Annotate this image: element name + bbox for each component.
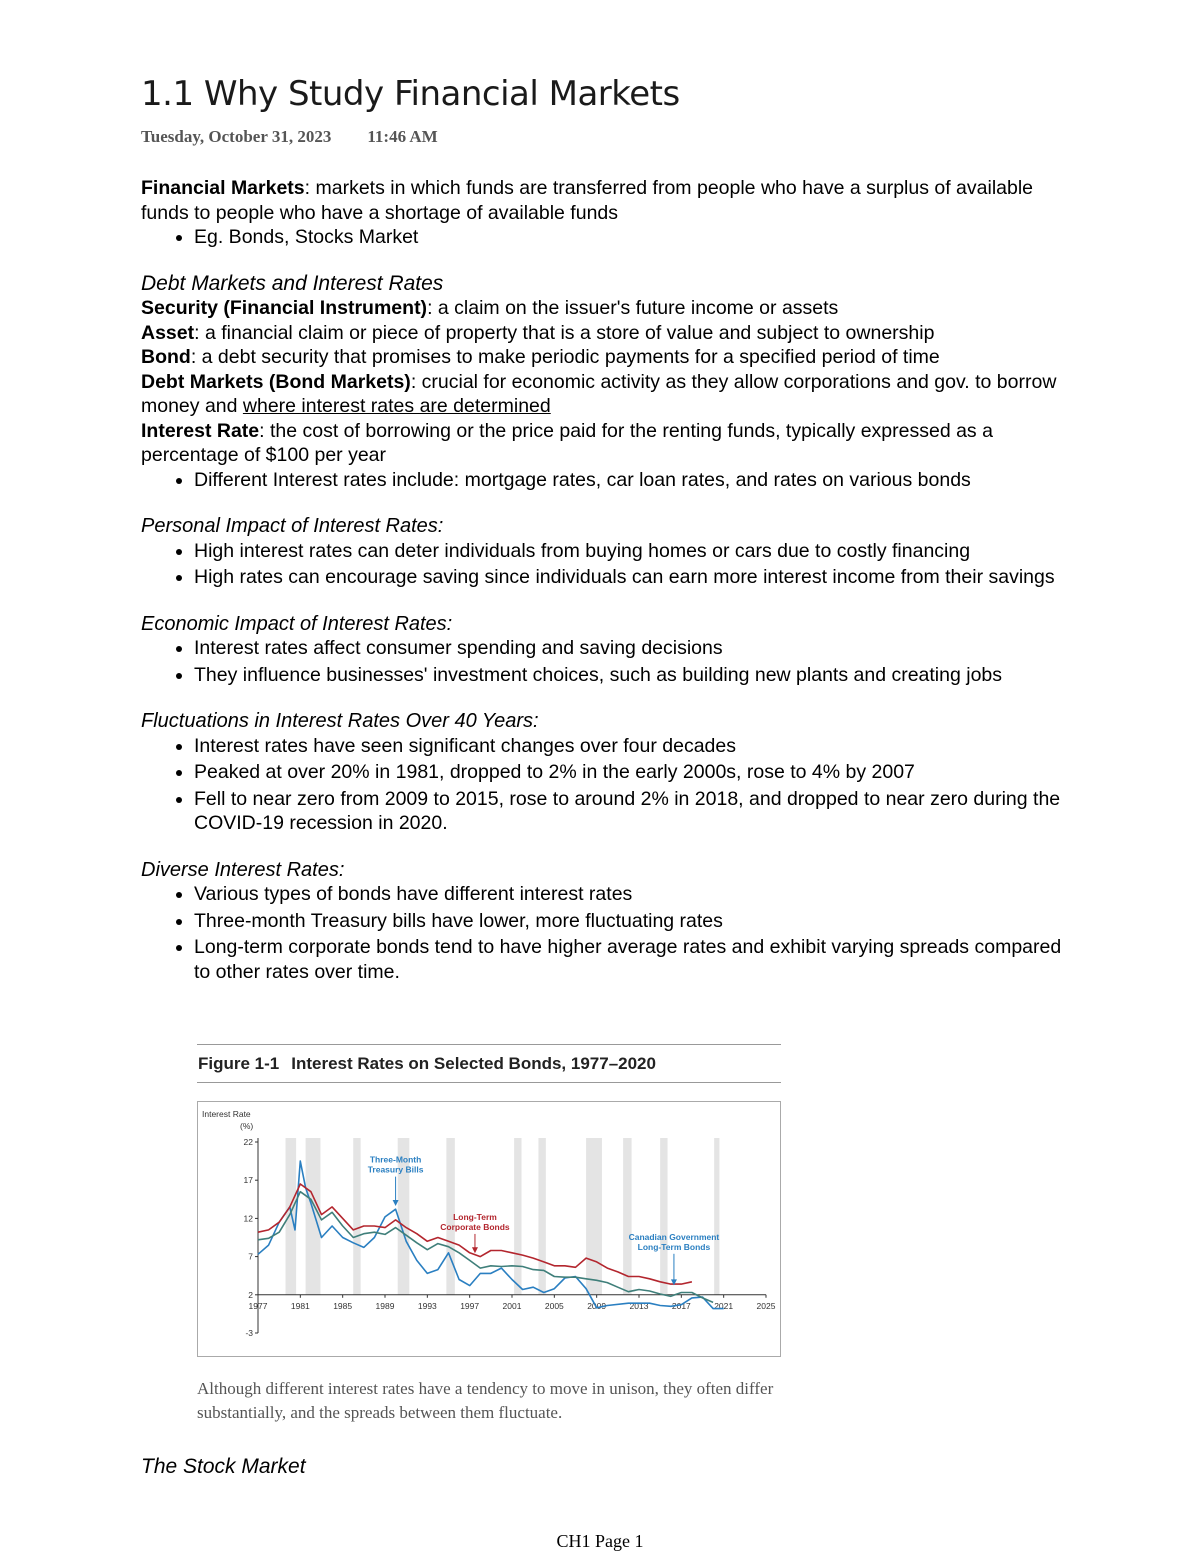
y-axis-label-line1: Interest Rate <box>202 1109 251 1119</box>
list-item: • Peaked at over 20% in 1981, dropped to 2% in the early 2000s, rose to 4% by 2007 <box>194 760 1071 785</box>
y-tick-label: 22 <box>243 1137 253 1147</box>
annotation-label: Canadian Government <box>628 1231 720 1242</box>
def-debt-markets: : crucial for economic activity as they allow corporations and gov. to borrow money and <box>141 370 1057 417</box>
figure-caption: Although different interest rates have a tendency to move in unison, they often differ substantially, and the spreads between them fluctuate. <box>197 1379 774 1422</box>
list-item: • Interest rates have seen significant changes over four decades <box>194 734 1071 759</box>
term-security: Security (Financial Instrument) <box>141 297 428 319</box>
note-body <box>141 176 1071 986</box>
def-interest-rate: : the cost of borrowing or the price paid for the renting funds, typically expressed as a percentage of $100 per year <box>141 419 993 466</box>
economic-list <box>141 636 1071 687</box>
term-financial-markets: Financial Markets <box>141 177 305 199</box>
list-item: • Eg. Bonds, Stocks Market <box>194 225 1071 250</box>
fluctuations-list <box>141 734 1071 836</box>
section-heading-stock-market: The Stock Market <box>141 1455 306 1478</box>
security-definition <box>141 296 1071 321</box>
recession-band <box>353 1138 360 1295</box>
list-item: • Various types of bonds have different interest rates <box>194 882 1071 907</box>
debt-list <box>141 468 1071 493</box>
figure-1-1 <box>197 1044 781 1425</box>
page-title: 1.1 Why Study Financial Markets <box>141 74 680 114</box>
annotation-label: Treasury Bills <box>367 1164 424 1175</box>
section-heading-economic: Economic Impact of Interest Rates: <box>141 612 453 635</box>
annotation-label: Long-Term Bonds <box>637 1241 711 1252</box>
y-tick-label: -3 <box>245 1328 253 1338</box>
page-date: Tuesday, October 31, 2023 <box>141 127 332 146</box>
y-tick-label: 17 <box>243 1175 253 1186</box>
list-item: • High rates can encourage saving since individuals can earn more interest income from their savings <box>194 565 1071 590</box>
recession-band <box>514 1138 521 1295</box>
recession-band <box>306 1138 321 1295</box>
def-bond: : a debt security that promises to make periodic payments for a specified period of time <box>190 346 940 368</box>
x-tick-label: 2017 <box>671 1300 691 1311</box>
term-bond: Bond <box>141 346 191 368</box>
annotation-label: Corporate Bonds <box>440 1221 510 1232</box>
x-tick-label: 1977 <box>248 1300 268 1311</box>
annotation-label: Three-Month <box>369 1154 422 1165</box>
page-datetime <box>141 127 438 147</box>
list-item: • Fell to near zero from 2009 to 2015, rose to around 2% in 2018, and dropped to near zero during the COVID-19 recession in 2020. <box>194 787 1071 836</box>
figure-label: Figure 1-1 <box>198 1054 280 1073</box>
list-item: • They influence businesses' investment choices, such as building new plants and creating jobs <box>194 663 1071 688</box>
y-tick-label: 2 <box>248 1289 253 1300</box>
chart-frame <box>197 1101 781 1357</box>
personal-list <box>141 539 1071 590</box>
recession-band <box>714 1138 719 1295</box>
x-tick-label: 1993 <box>417 1300 437 1311</box>
annotation-arrowhead <box>472 1247 478 1253</box>
list-item: • Interest rates affect consumer spending and saving decisions <box>194 636 1071 661</box>
def-security: : a claim on the issuer's future income or assets <box>427 297 839 319</box>
section-heading-diverse: Diverse Interest Rates: <box>141 858 345 881</box>
y-axis-label-line2: (%) <box>240 1121 254 1131</box>
x-tick-label: 1997 <box>460 1300 480 1311</box>
term-interest-rate: Interest Rate <box>141 419 260 442</box>
term-debt-markets: Debt Markets (Bond Markets) <box>141 370 411 393</box>
x-tick-label: 2005 <box>544 1300 564 1311</box>
bond-definition <box>141 345 1071 370</box>
intro-list <box>141 225 1071 250</box>
x-tick-label: 1985 <box>333 1300 353 1311</box>
x-tick-label: 2021 <box>714 1300 734 1311</box>
annotation-label: Long-Term <box>453 1211 497 1222</box>
asset-definition <box>141 321 1071 346</box>
figure-bottom-rule <box>197 1082 781 1083</box>
section-heading-fluctuations: Fluctuations in Interest Rates Over 40 Years: <box>141 710 539 732</box>
list-item: • Different Interest rates include: mortgage rates, car loan rates, and rates on various bonds <box>194 468 1071 493</box>
x-tick-label: 2001 <box>502 1300 522 1311</box>
x-tick-label: 2009 <box>587 1300 607 1311</box>
term-asset: Asset <box>141 321 195 344</box>
section-heading-debt: Debt Markets and Interest Rates <box>141 271 444 295</box>
recession-band <box>660 1138 667 1295</box>
recession-bands <box>286 1138 720 1295</box>
y-tick-label: 12 <box>243 1213 253 1224</box>
figure-title-text: Interest Rates on Selected Bonds, 1977–2020 <box>291 1054 656 1073</box>
recession-band <box>623 1138 631 1295</box>
underlined-phrase: where interest rates are determined <box>242 395 551 417</box>
interest-rate-chart <box>198 1102 780 1356</box>
def-financial-markets: : markets in which funds are transferred from people who have a surplus of available funds to people who have a shortage of available funds <box>141 177 1034 224</box>
section-heading-personal: Personal Impact of Interest Rates: <box>141 515 444 537</box>
list-item: • Long-term corporate bonds tend to have higher average rates and exhibit varying spreads compared to other rates over time. <box>194 935 1071 984</box>
financial-markets-definition <box>141 176 1071 225</box>
diverse-list <box>141 882 1071 984</box>
x-tick-label: 2025 <box>756 1300 776 1311</box>
list-item: • High interest rates can deter individuals from buying homes or cars due to costly financing <box>194 539 1071 564</box>
annotation-arrowhead <box>393 1200 399 1206</box>
page-footer: CH1 Page 1 <box>556 1531 644 1551</box>
recession-band <box>586 1138 602 1295</box>
x-tick-label: 2013 <box>629 1300 649 1311</box>
figure-title <box>197 1045 781 1082</box>
page-time: 11:46 AM <box>367 127 438 146</box>
list-item: • Three-month Treasury bills have lower, more fluctuating rates <box>194 909 1071 934</box>
interest-rate-definition <box>141 419 1071 468</box>
debt-markets-definition <box>141 370 1071 419</box>
def-asset: : a financial claim or piece of property that is a store of value and subject to ownership <box>194 321 935 344</box>
y-tick-label: 7 <box>248 1251 253 1262</box>
x-tick-label: 1981 <box>290 1300 310 1311</box>
x-tick-label: 1989 <box>375 1300 395 1311</box>
